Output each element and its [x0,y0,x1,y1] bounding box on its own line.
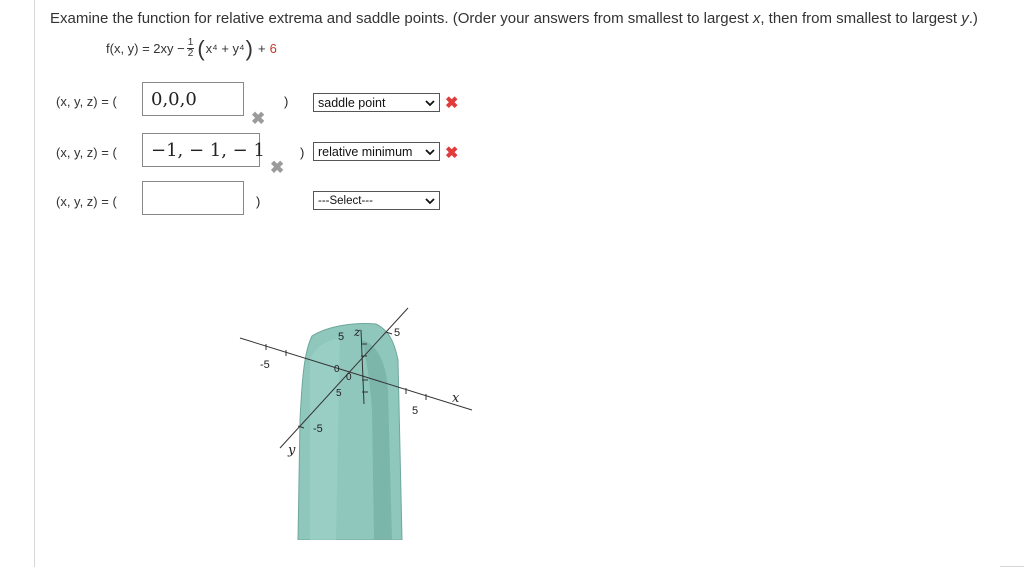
surface-plot[interactable] [236,300,486,540]
tick-label: -5 [260,359,270,371]
classification-select-2[interactable]: relative minimum [313,142,440,161]
classification-select-3[interactable]: ---Select--- [313,191,440,210]
chevron-down-icon [425,98,435,108]
tick-label: 5 [394,327,401,339]
row-label: (x, y, z) = ( [56,194,117,209]
question-text: Examine the function for relative extrema and saddle points. (Order your answers from smallest to largest x, then from smallest to largest y.) [50,10,978,27]
tick-label: 0 [334,364,340,375]
axis-y-label: y [288,443,296,458]
row-label: (x, y, z) = ( [56,145,117,160]
point-input-3[interactable] [142,181,244,215]
incorrect-mark-icon: ✖ [270,158,285,177]
chevron-down-icon [425,196,435,206]
function-constant: 6 [269,41,277,56]
axis-z-label: z [354,325,361,339]
wrong-answer-icon: ✖ [445,95,459,112]
row-label: (x, y, z) = ( [56,94,117,109]
function-lhs: f(x, y) = 2xy − [106,41,185,56]
tick-label: 0 [346,372,352,383]
fraction: $\frac{1}{2}$ [187,37,194,59]
point-input-1[interactable]: 0,0,0 [142,82,244,116]
wrong-answer-icon: ✖ [445,145,459,162]
content-left-border [34,0,35,567]
tick-label: 5 [412,405,419,417]
function-definition: f(x, y) = 2xy − $\frac{1}{2}$ ( x⁴ + y⁴ ) + 6 [106,35,277,61]
tick-label: 5 [336,388,342,399]
incorrect-mark-icon: ✖ [251,109,266,128]
axis-x-label: x [452,391,460,406]
tick-label: -5 [313,423,323,435]
point-input-2[interactable]: −1, − 1, − 1 [142,133,260,167]
tick-label: 5 [338,331,345,343]
function-inner: x⁴ + y⁴ [205,41,245,56]
classification-select-1[interactable]: saddle point [313,93,440,112]
chevron-down-icon [425,147,435,157]
